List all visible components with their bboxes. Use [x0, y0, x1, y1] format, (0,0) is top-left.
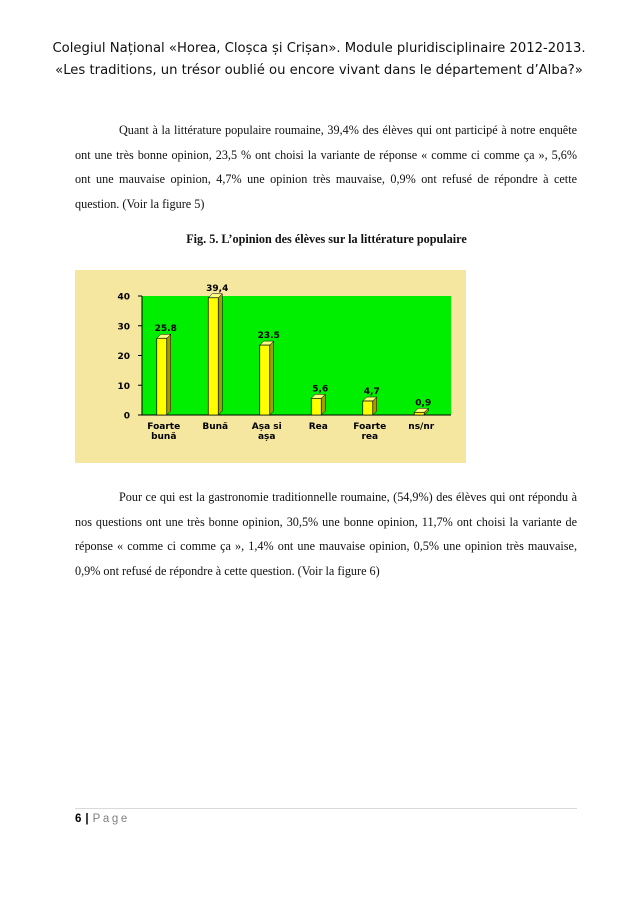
bar-side [167, 334, 171, 415]
category-label: Foarte [147, 422, 181, 432]
data-label: 4,7 [363, 387, 380, 398]
data-label: 5,6 [312, 384, 329, 395]
plot-area [142, 296, 451, 415]
page-footer [75, 813, 130, 825]
bar [363, 401, 373, 415]
page-number: 6 [75, 813, 82, 825]
y-tick-label: 40 [117, 292, 130, 303]
category-label: Foarte [353, 422, 387, 432]
bar-chart [75, 270, 466, 463]
category-label: Așa si [251, 422, 282, 432]
bar [260, 345, 270, 415]
y-tick-label: 10 [117, 381, 130, 392]
page-header [0, 38, 638, 82]
data-label: 0,9 [415, 398, 432, 409]
paragraph-gastronomy [75, 485, 577, 583]
footer-separator: | [85, 813, 89, 825]
y-tick-label: 20 [117, 352, 130, 362]
y-tick-label: 30 [117, 322, 130, 333]
footer-divider [75, 808, 577, 809]
bar [157, 338, 167, 415]
figure-title: Fig. 5. L’opinion des élèves sur la littérature populaire [186, 232, 467, 246]
category-label: Bună [202, 422, 229, 432]
y-tick-label: 0 [123, 411, 130, 422]
paragraph-literature [75, 118, 577, 216]
header-line-1: Colegiul Național «Horea, Cloșca și Crișan». Module pluridisciplinaire 2012-2013. [52, 41, 586, 56]
category-label: ns/nr [408, 422, 435, 432]
paragraph-2-text: Pour ce qui est la gastronomie traditionnelle roumaine, (54,9%) des élèves qui ont répondu à nos questions ont une très bonne opinion, 30,5% une bonne opinion, 11,7% ont choisi la variante de réponse « comme ci comme ça », 1,4% ont une mauvaise opinion, 0,5% une opinion très mauvaise, 0,9% ont refusé de répondre à cette question. (Voir la figure 6) [75, 490, 577, 578]
bar [208, 298, 218, 415]
data-label: 39,4 [206, 283, 229, 294]
bar-side [270, 341, 274, 415]
chart-svg [75, 270, 466, 463]
category-label: așa [257, 432, 276, 442]
paragraph-1-text: Quant à la littérature populaire roumaine, 39,4% des élèves qui ont participé à notre enquête ont une très bonne opinion, 23,5 % ont choisi la variante de réponse « comme ci comme ça », 5,6% ont une mauvaise opinion, 4,7% une opinion très mauvaise, 0,9% ont refusé de répondre à cette question. (Voir la figure 5) [75, 123, 577, 211]
category-label: rea [361, 432, 379, 442]
data-label: 23.5 [257, 331, 280, 342]
page-word: Page [92, 813, 130, 825]
category-label: bună [151, 432, 177, 442]
bar [311, 398, 321, 415]
category-label: Rea [308, 422, 328, 432]
bar-side [218, 294, 222, 415]
data-label: 25.8 [154, 324, 177, 335]
header-line-2: «Les traditions, un trésor oublié ou encore vivant dans le département d’Alba?» [55, 63, 583, 78]
bar [414, 412, 424, 415]
